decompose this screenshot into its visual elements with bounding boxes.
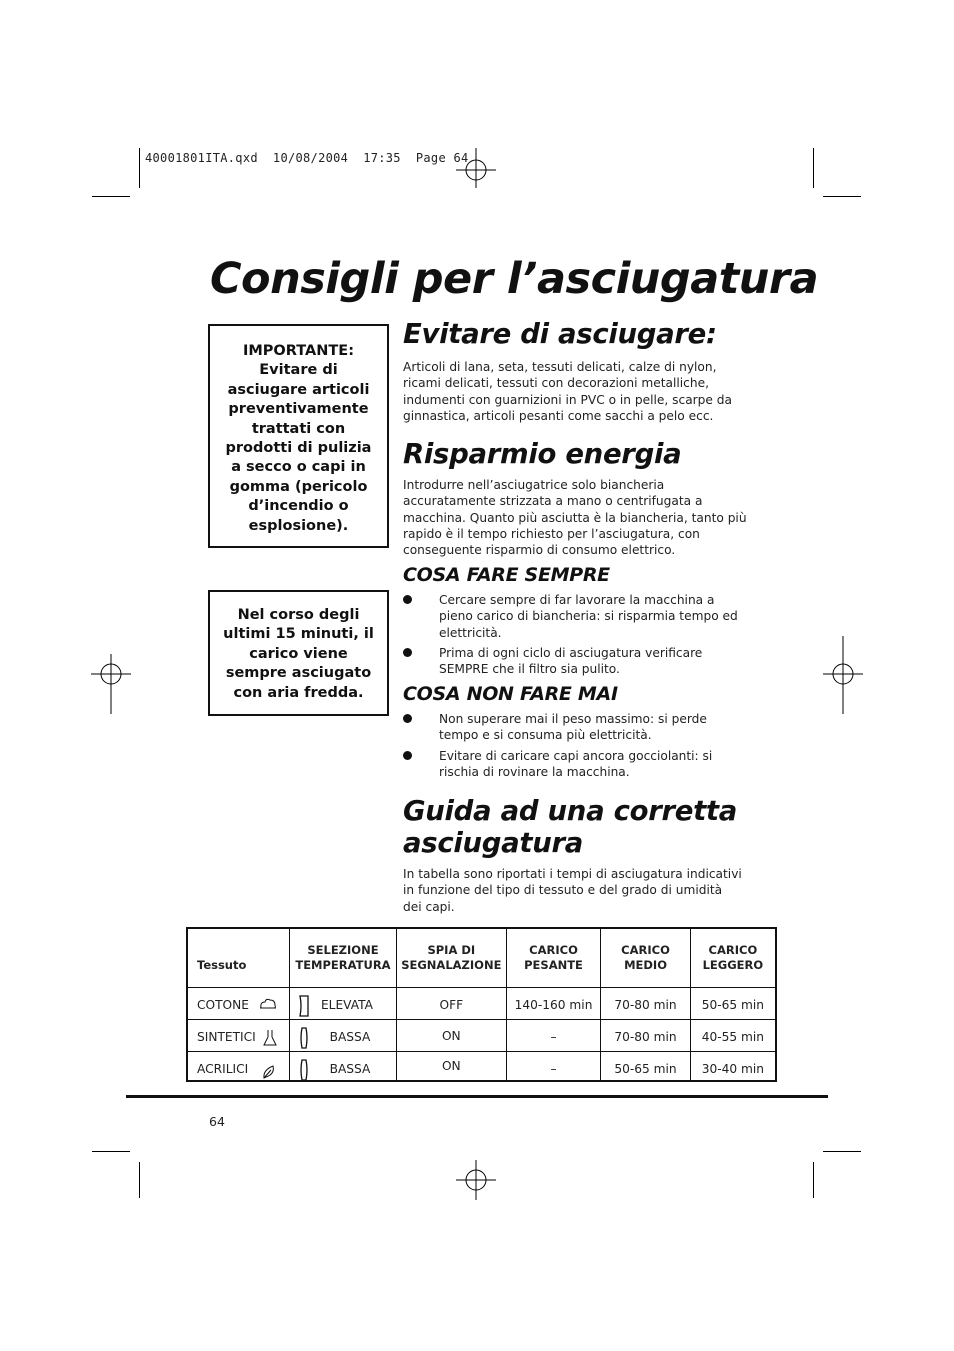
temperature-low-icon: [297, 1026, 311, 1050]
guide-heading: [403, 795, 737, 859]
cotton-icon: [259, 997, 277, 1011]
never-heading: COSA NON FARE MAI: [403, 683, 618, 705]
fabric-label: COTONE: [197, 998, 249, 1012]
col-medium-load: CARICO MEDIO: [601, 928, 690, 988]
avoid-heading: Evitare di asciugare:: [403, 318, 717, 350]
medium-load-time: 50-65 min: [601, 1052, 690, 1082]
medium-load-time: 70-80 min: [601, 1020, 690, 1052]
bullet-icon: [403, 595, 412, 604]
indicator-value: ON: [396, 1052, 506, 1082]
guide-heading-line2: asciugatura: [403, 827, 584, 859]
light-load-time: 40-55 min: [690, 1020, 776, 1052]
col-heavy-load: CARICO PESANTE: [506, 928, 601, 988]
table-row: [187, 1020, 776, 1052]
important-box: [208, 324, 389, 548]
temperature-value: BASSA: [329, 1062, 371, 1076]
page-number: 64: [209, 1114, 225, 1129]
important-text: IMPORTANTE: Evitare di asciugare articoli preventivamente trattati con prodotti di pulizia a secco o capi in gomma (pericolo d’incendio o esplosione).: [225, 343, 372, 534]
fabric-label: ACRILICI: [197, 1062, 249, 1076]
temperature-high-icon: [297, 994, 311, 1018]
bullet-icon: [403, 714, 412, 723]
drying-table: [186, 927, 777, 1082]
indicator-value: ON: [396, 1020, 506, 1052]
cool-air-text: Nel corso degli ultimi 15 minuti, il carico viene sempre asciugato con aria fredda.: [223, 607, 374, 701]
col-temperature: SELEZIONE TEMPERATURA: [290, 928, 397, 988]
temperature-value: BASSA: [329, 1030, 371, 1044]
table-row: [187, 1052, 776, 1082]
heavy-load-time: 140-160 min: [506, 988, 601, 1020]
registration-mark-top: [456, 148, 496, 188]
table-row: [187, 988, 776, 1020]
footer-rule: [126, 1095, 828, 1098]
energy-text: Introdurre nell’asciugatrice solo biancheria accuratamente strizzata a mano o centrifugata a macchina. Quanto più asciutta è la biancheria, tanto più rapido è il tempo richiesto per l’asciugatura, con conseguente risparmio di consumo elettrico.: [403, 478, 747, 558]
cool-air-box: [208, 590, 389, 716]
synthetic-icon: [263, 1029, 277, 1047]
col-light-load: CARICO LEGGERO: [690, 928, 776, 988]
col-indicator: SPIA DI SEGNALAZIONE: [396, 928, 506, 988]
page-title: Consigli per l’asciugatura: [210, 254, 819, 304]
energy-heading: Risparmio energia: [403, 438, 682, 470]
medium-load-time: 70-80 min: [601, 988, 690, 1020]
heavy-load-time: –: [506, 1052, 601, 1082]
light-load-time: 30-40 min: [690, 1052, 776, 1082]
registration-mark-right: [823, 636, 863, 714]
always-heading: COSA FARE SEMPRE: [403, 564, 610, 586]
avoid-text: Articoli di lana, seta, tessuti delicati, calze di nylon, ricami delicati, tessuti con decorazioni metalliche, indumenti con guarnizioni in PVC o in pelle, scarpe da ginnastica, articoli pesanti come sacchi a pelo ecc.: [403, 360, 732, 423]
bullet-icon: [403, 648, 412, 657]
registration-mark-bottom: [456, 1160, 496, 1200]
guide-heading-line1: Guida ad una corretta: [403, 795, 738, 827]
fabric-label: SINTETICI: [197, 1030, 256, 1044]
bullet-icon: [403, 751, 412, 760]
acrylic-icon: [261, 1064, 277, 1080]
temperature-low-icon: [297, 1058, 311, 1082]
print-slug: 40001801ITA.qxd 10/08/2004 17:35 Page 64: [145, 151, 469, 165]
heavy-load-time: –: [506, 1020, 601, 1052]
registration-mark-left: [91, 654, 131, 714]
col-fabric: Tessuto: [187, 928, 290, 988]
indicator-value: OFF: [396, 988, 506, 1020]
guide-text: In tabella sono riportati i tempi di asciugatura indicativi in funzione del tipo di tessuto e del grado di umidità dei capi.: [403, 867, 742, 914]
light-load-time: 50-65 min: [690, 988, 776, 1020]
table-header-row: [187, 928, 776, 988]
temperature-value: ELEVATA: [320, 998, 373, 1012]
